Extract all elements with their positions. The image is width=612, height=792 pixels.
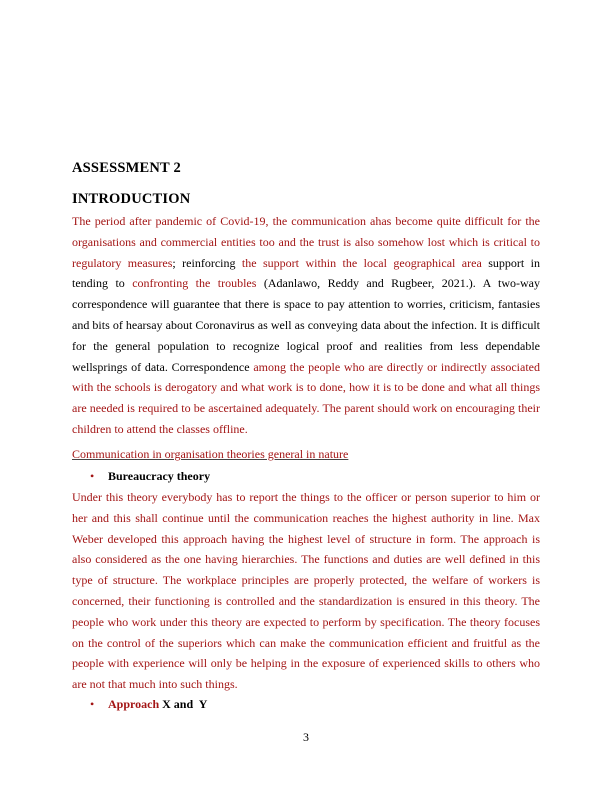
bullet-bureaucracy [90,469,210,484]
page-number: 3 [303,730,309,744]
intro-paragraph [72,211,540,440]
intro-heading: INTRODUCTION [72,191,191,207]
intro-text-1: The period after pandemic of Covid-19, the communication ahas become quite difficult for the organisations and commercial entities too and the trust is also somehow lost which is critical to regulatory measures [72,214,540,270]
intro-text-6: (Adanlawo, Reddy and Rugbeer, 2021.). A two-way correspondence will guarantee that there is space to pay attention to worries, criticism, fantasies and bits of hearsay about Coronavirus as well as conveying data about the infection. It is difficult for the general population to recognize logical proof and realities from less dependable wellsprings of data. Correspondence [72,276,541,374]
bullet-label-red: Approach [108,697,160,711]
intro-text-3: the support within the local geographical area [241,255,482,270]
intro-text-2: ; reinforcing [172,255,242,270]
bullet-label-black: X and Y [159,697,208,711]
intro-text-5: confronting the troubles [132,276,257,291]
bullet-marker: • [90,469,95,483]
section-subheading: Communication in organisation theories general in nature [72,447,349,461]
intro-text-4: support in tending to [72,255,540,291]
bullet-label: Bureaucracy theory [108,469,211,483]
intro-text-7: among the people who are directly or indirectly associated with the schools is derogatory and what work is to done, how it is to be done and what all things are needed is required to be ascertained adequately. The parent should work on encouraging their children to attend the classes offline. [72,359,540,436]
document-title: ASSESSMENT 2 [72,160,181,176]
bullet-approach [90,697,207,712]
bureaucracy-paragraph: Under this theory everybody has to report the things to the officer or person superior to him or her and this shall continue until the communication reaches the highest authority in line. Max Weber developed this approach having the highest level of structure in form. The approach is also considered as the one having hierarchies. The functions and duties are well defined in this type of structure. The workplace principles are properly protected, the welfare of workers is concerned, their functioning is controlled and the standardization is ensured in this theory. The people who work under this theory are expected to perform by specification. The theory focuses on the control of the superiors which can make the communication efficient and fruitful as the people with experience will only be helping in the exposure of experienced skills to others who are not that much into such things. [72,490,540,692]
bullet-marker: • [90,697,95,711]
